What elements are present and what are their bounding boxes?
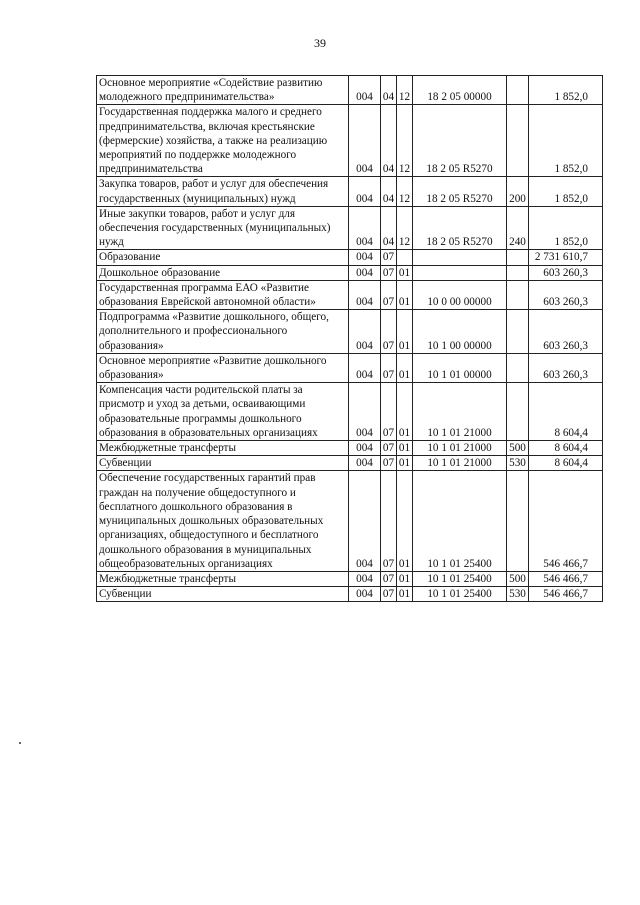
table-row <box>97 353 603 382</box>
row-section-code: 04 <box>381 177 397 206</box>
row-section-code: 07 <box>381 441 397 456</box>
row-ministry-code: 004 <box>349 250 381 265</box>
row-target-article: 10 1 01 25400 <box>413 571 507 586</box>
row-target-article: 10 1 01 21000 <box>413 441 507 456</box>
row-name: Дошкольное образование <box>97 265 349 280</box>
row-ministry-code: 004 <box>349 76 381 105</box>
row-expense-type <box>507 353 529 382</box>
row-section-code: 07 <box>381 456 397 471</box>
row-subsection-code: 12 <box>397 177 413 206</box>
row-ministry-code: 004 <box>349 571 381 586</box>
row-expense-type <box>507 105 529 177</box>
row-name: Компенсация части родительской платы за присмотр и уход за детьми, осваивающими образовательные программы дошкольного образования в образовательных организациях <box>97 383 349 441</box>
table-row <box>97 471 603 571</box>
table-row <box>97 250 603 265</box>
row-expense-type: 500 <box>507 441 529 456</box>
row-ministry-code: 004 <box>349 177 381 206</box>
row-subsection-code: 01 <box>397 456 413 471</box>
row-name: Государственная программа ЕАО «Развитие образования Еврейской автономной области» <box>97 280 349 309</box>
row-subsection-code: 01 <box>397 265 413 280</box>
row-target-article: 18 2 05 00000 <box>413 76 507 105</box>
row-amount: 1 852,0 <box>529 76 603 105</box>
row-amount: 546 466,7 <box>529 471 603 571</box>
row-name: Основное мероприятие «Развитие дошкольного образования» <box>97 353 349 382</box>
row-expense-type: 530 <box>507 587 529 602</box>
row-section-code: 07 <box>381 265 397 280</box>
row-section-code: 07 <box>381 310 397 354</box>
row-name: Иные закупки товаров, работ и услуг для обеспечения государственных (муниципальных) нужд <box>97 206 349 250</box>
row-name: Межбюджетные трансферты <box>97 571 349 586</box>
row-subsection-code: 12 <box>397 206 413 250</box>
row-subsection-code: 01 <box>397 310 413 354</box>
row-name: Государственная поддержка малого и среднего предпринимательства, включая крестьянские (фермерские) хозяйства, а также на реализацию мероприятий по поддержке молодежного предпринимательства <box>97 105 349 177</box>
budget-table <box>96 75 603 602</box>
table-row <box>97 441 603 456</box>
row-subsection-code: 01 <box>397 471 413 571</box>
table-row <box>97 571 603 586</box>
row-subsection-code: 12 <box>397 76 413 105</box>
row-amount: 2 731 610,7 <box>529 250 603 265</box>
row-ministry-code: 004 <box>349 206 381 250</box>
row-ministry-code: 004 <box>349 353 381 382</box>
row-ministry-code: 004 <box>349 383 381 441</box>
row-amount: 603 260,3 <box>529 280 603 309</box>
row-target-article: 10 1 01 25400 <box>413 587 507 602</box>
row-expense-type <box>507 250 529 265</box>
row-section-code: 07 <box>381 250 397 265</box>
row-expense-type <box>507 76 529 105</box>
row-subsection-code: 01 <box>397 571 413 586</box>
row-section-code: 04 <box>381 206 397 250</box>
row-expense-type: 530 <box>507 456 529 471</box>
row-section-code: 04 <box>381 76 397 105</box>
row-amount: 8 604,4 <box>529 441 603 456</box>
table-row <box>97 177 603 206</box>
row-expense-type <box>507 310 529 354</box>
row-name: Субвенции <box>97 587 349 602</box>
table-row <box>97 310 603 354</box>
row-amount: 1 852,0 <box>529 105 603 177</box>
row-expense-type: 500 <box>507 571 529 586</box>
row-amount: 8 604,4 <box>529 456 603 471</box>
row-amount: 1 852,0 <box>529 206 603 250</box>
row-target-article: 10 1 01 00000 <box>413 353 507 382</box>
row-ministry-code: 004 <box>349 587 381 602</box>
row-name: Межбюджетные трансферты <box>97 441 349 456</box>
row-amount: 546 466,7 <box>529 571 603 586</box>
scan-speck <box>19 742 21 744</box>
row-name: Субвенции <box>97 456 349 471</box>
table-row <box>97 105 603 177</box>
row-target-article: 18 2 05 R5270 <box>413 177 507 206</box>
table-row <box>97 76 603 105</box>
row-name: Основное мероприятие «Содействие развитию молодежного предпринимательства» <box>97 76 349 105</box>
row-section-code: 07 <box>381 353 397 382</box>
budget-table-body <box>97 76 603 602</box>
row-section-code: 04 <box>381 105 397 177</box>
row-section-code: 07 <box>381 587 397 602</box>
row-ministry-code: 004 <box>349 105 381 177</box>
row-ministry-code: 004 <box>349 280 381 309</box>
row-expense-type: 240 <box>507 206 529 250</box>
row-name: Подпрограмма «Развитие дошкольного, общего, дополнительного и профессионального образования» <box>97 310 349 354</box>
row-amount: 8 604,4 <box>529 383 603 441</box>
table-row <box>97 265 603 280</box>
row-section-code: 07 <box>381 471 397 571</box>
row-expense-type <box>507 471 529 571</box>
row-section-code: 07 <box>381 383 397 441</box>
row-amount: 603 260,3 <box>529 310 603 354</box>
table-row <box>97 280 603 309</box>
row-ministry-code: 004 <box>349 471 381 571</box>
row-subsection-code: 01 <box>397 280 413 309</box>
row-amount: 1 852,0 <box>529 177 603 206</box>
row-subsection-code: 01 <box>397 441 413 456</box>
row-target-article: 10 1 01 25400 <box>413 471 507 571</box>
table-row <box>97 456 603 471</box>
row-target-article: 10 0 00 00000 <box>413 280 507 309</box>
row-ministry-code: 004 <box>349 441 381 456</box>
row-subsection-code: 01 <box>397 383 413 441</box>
row-ministry-code: 004 <box>349 456 381 471</box>
row-amount: 603 260,3 <box>529 353 603 382</box>
row-subsection-code <box>397 250 413 265</box>
row-section-code: 07 <box>381 280 397 309</box>
table-row <box>97 206 603 250</box>
row-target-article: 18 2 05 R5270 <box>413 105 507 177</box>
row-target-article <box>413 265 507 280</box>
row-target-article: 10 1 00 00000 <box>413 310 507 354</box>
row-amount: 546 466,7 <box>529 587 603 602</box>
row-ministry-code: 004 <box>349 265 381 280</box>
row-ministry-code: 004 <box>349 310 381 354</box>
row-expense-type <box>507 383 529 441</box>
row-section-code: 07 <box>381 571 397 586</box>
row-subsection-code: 01 <box>397 587 413 602</box>
row-subsection-code: 12 <box>397 105 413 177</box>
row-expense-type: 200 <box>507 177 529 206</box>
row-target-article <box>413 250 507 265</box>
page-number: 39 <box>314 36 326 50</box>
table-row <box>97 587 603 602</box>
table-row <box>97 383 603 441</box>
row-target-article: 10 1 01 21000 <box>413 456 507 471</box>
row-subsection-code: 01 <box>397 353 413 382</box>
row-expense-type <box>507 265 529 280</box>
row-name: Закупка товаров, работ и услуг для обеспечения государственных (муниципальных) нужд <box>97 177 349 206</box>
row-amount: 603 260,3 <box>529 265 603 280</box>
row-target-article: 10 1 01 21000 <box>413 383 507 441</box>
row-name: Обеспечение государственных гарантий прав граждан на получение общедоступного и бесплатного дошкольного образования в муниципальных дошкольных образовательных организациях, общедоступного и бесплатного дошкольного образования в муниципальных общеобразовательных организациях <box>97 471 349 571</box>
row-expense-type <box>507 280 529 309</box>
row-target-article: 18 2 05 R5270 <box>413 206 507 250</box>
row-name: Образование <box>97 250 349 265</box>
